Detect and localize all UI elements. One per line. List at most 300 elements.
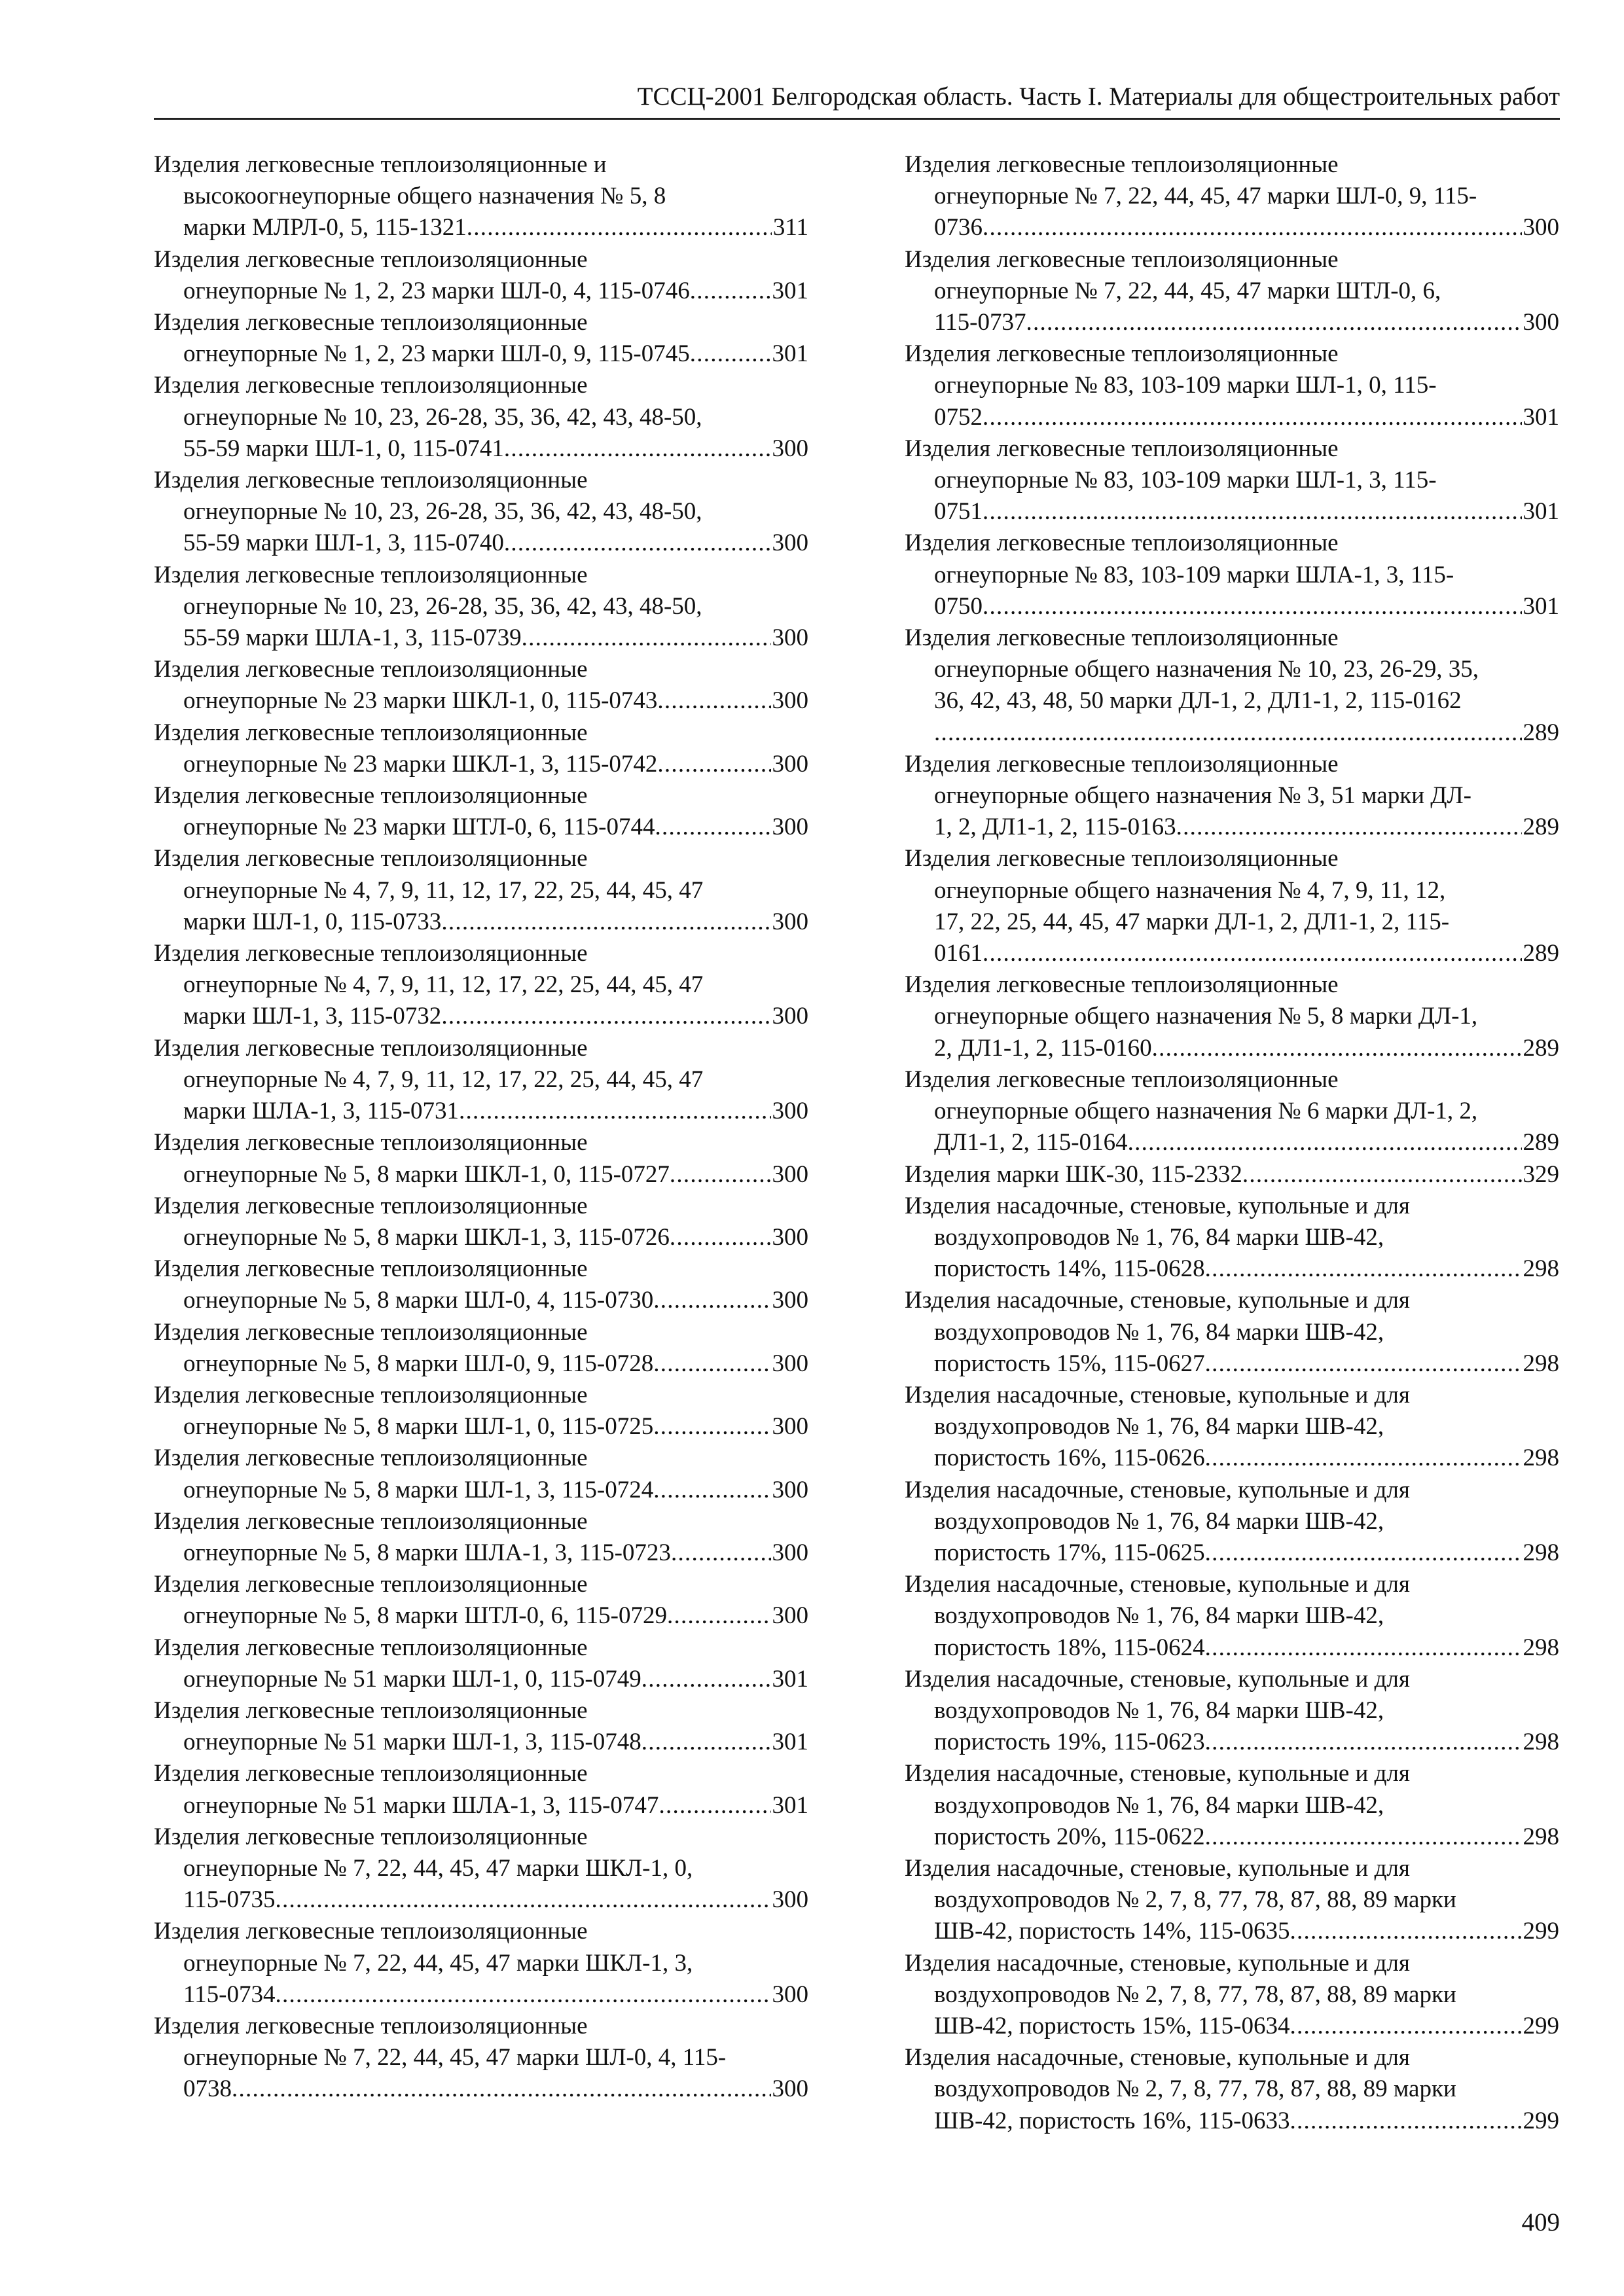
index-entry-text: 0751 <box>934 498 983 526</box>
index-entry-last-line <box>154 433 808 465</box>
index-entry <box>154 938 808 1033</box>
index-entry <box>154 717 808 780</box>
index-entry-text: Изделия легковесные теплоизоляционные <box>154 245 588 273</box>
index-entry-page: 300 <box>772 1350 808 1377</box>
index-entry-text: воздухопроводов № 1, 76, 84 марки ШВ-42, <box>934 1791 1384 1819</box>
index-entry <box>905 1475 1559 1570</box>
dot-leader <box>655 812 770 843</box>
index-entry-page: 300 <box>772 2075 808 2103</box>
index-entry-last-line <box>154 1475 808 1506</box>
index-entry-page: 300 <box>772 814 808 841</box>
index-entry-text: марки ШЛ-1, 0, 115-0733 <box>183 908 442 935</box>
index-entry-text: Изделия легковесные теплоизоляционные <box>154 1823 588 1850</box>
index-entry-text: огнеупорные № 4, 7, 9, 11, 12, 17, 22, 25, 44, 45, 47 <box>183 1066 704 1093</box>
index-entry-last-line <box>154 1727 808 1758</box>
index-entry-text: 55-59 марки ШЛА-1, 3, 115-0739 <box>183 624 522 652</box>
index-entry-text: Изделия легковесные теплоизоляционные <box>905 1066 1339 1093</box>
index-entry-text: Изделия легковесные теплоизоляционные <box>905 971 1339 999</box>
index-entry <box>905 749 1559 844</box>
index-entry <box>154 2011 808 2106</box>
dot-leader <box>275 1884 770 1916</box>
index-entry <box>905 1948 1559 2043</box>
index-entry-last-line <box>905 2011 1559 2042</box>
index-entry-page: 301 <box>772 1791 808 1819</box>
index-entry-text: огнеупорные № 1, 2, 23 марки ШЛ-0, 4, 115-0746 <box>183 277 690 304</box>
index-entry-text: Изделия легковесные теплоизоляционные <box>905 151 1339 178</box>
dot-leader <box>671 1537 771 1569</box>
index-entry-text: огнеупорные общего назначения № 5, 8 марки ДЛ-1, <box>934 1003 1478 1030</box>
index-entry <box>154 1916 808 2011</box>
index-entry <box>905 1285 1559 1380</box>
index-entry-text: Изделия легковесные теплоизоляционные <box>154 1444 588 1472</box>
index-entry-page: 289 <box>1523 1034 1559 1062</box>
index-entry-last-line <box>154 1411 808 1443</box>
index-entry-page: 298 <box>1523 1729 1559 1756</box>
index-entry-text: огнеупорные № 51 марки ШЛ-1, 3, 115-0748 <box>183 1729 641 1756</box>
dot-leader <box>1026 307 1521 338</box>
index-entry-text: Изделия легковесные теплоизоляционные <box>154 1192 588 1219</box>
dot-leader <box>653 1475 770 1506</box>
index-entry-last-line <box>154 1159 808 1191</box>
index-entry-text: воздухопроводов № 1, 76, 84 марки ШВ-42, <box>934 1696 1384 1724</box>
index-entry-text: огнеупорные № 5, 8 марки ШКЛ-1, 0, 115-0727 <box>183 1160 670 1188</box>
index-entry-text: Изделия легковесные теплоизоляционные <box>154 1507 588 1535</box>
index-entry-text: Изделия насадочные, стеновые, купольные и для <box>905 1665 1410 1693</box>
index-entry-last-line <box>154 812 808 843</box>
index-entry <box>154 843 808 938</box>
index-entry-page: 300 <box>772 908 808 935</box>
index-entry-text: Изделия легковесные теплоизоляционные <box>154 1760 588 1787</box>
index-entry-page: 289 <box>1523 814 1559 841</box>
index-entry-last-line <box>154 276 808 307</box>
dot-leader <box>653 1348 770 1380</box>
dot-leader <box>1176 812 1522 843</box>
index-entry-text: огнеупорные № 23 марки ШКЛ-1, 0, 115-0743 <box>183 687 658 715</box>
index-entry <box>154 1127 808 1190</box>
index-entry <box>905 1064 1559 1159</box>
dot-leader <box>983 591 1522 622</box>
index-entry-text: Изделия легковесные теплоизоляционные <box>154 1318 588 1346</box>
index-entry-page: 300 <box>772 1886 808 1914</box>
dot-leader <box>657 749 770 780</box>
index-entry-last-line <box>905 402 1559 433</box>
index-entry-text: 36, 42, 43, 48, 50 марки ДЛ-1, 2, ДЛ1-1, 2, 115-0162 <box>934 687 1462 715</box>
index-entry-page: 289 <box>1523 1129 1559 1157</box>
index-entry-last-line <box>905 591 1559 622</box>
index-entry-page: 301 <box>1523 592 1559 620</box>
index-entry-page: 300 <box>772 1602 808 1630</box>
index-entry-text: огнеупорные № 23 марки ШТЛ-0, 6, 115-0744 <box>183 814 655 841</box>
index-entry-text: воздухопроводов № 1, 76, 84 марки ШВ-42, <box>934 1223 1384 1251</box>
index-entry-text: огнеупорные № 51 марки ШЛ-1, 0, 115-0749 <box>183 1665 641 1693</box>
index-entry-text: воздухопроводов № 1, 76, 84 марки ШВ-42, <box>934 1318 1384 1346</box>
index-entry-last-line <box>154 685 808 717</box>
index-entry-text: Изделия легковесные теплоизоляционные <box>154 1034 588 1062</box>
index-entry-last-line <box>154 1001 808 1032</box>
index-entry-text: Изделия легковесные теплоизоляционные <box>154 782 588 810</box>
index-entry <box>154 1033 808 1128</box>
index-entry-page: 298 <box>1523 1255 1559 1283</box>
index-entry <box>905 622 1559 749</box>
index-entry-text: Изделия насадочные, стеновые, купольные и для <box>905 1287 1410 1314</box>
dot-leader <box>670 1159 771 1191</box>
index-entry-page: 300 <box>772 1223 808 1251</box>
index-entry-text: Изделия легковесные теплоизоляционные и <box>154 151 607 178</box>
index-entry-last-line <box>905 1632 1559 1664</box>
dot-leader <box>232 2073 771 2105</box>
index-entry-text: Изделия легковесные теплоизоляционные <box>154 561 588 588</box>
index-entry-text: Изделия легковесные теплоизоляционные <box>154 656 588 683</box>
index-entry-last-line <box>154 212 808 243</box>
dot-leader <box>983 938 1522 969</box>
dot-leader <box>1242 1159 1522 1191</box>
index-entry-text: Изделия насадочные, стеновые, купольные и для <box>905 1381 1410 1408</box>
dot-leader <box>641 1664 771 1695</box>
index-entry-text: Изделия насадочные, стеновые, купольные и для <box>905 1854 1410 1882</box>
index-entry-text: Изделия легковесные теплоизоляционные <box>905 340 1339 368</box>
index-entry-text: Изделия легковесные теплоизоляционные <box>154 1918 588 1945</box>
dot-leader <box>459 1096 770 1127</box>
index-entry-text: Изделия марки ШК-30, 115-2332 <box>905 1160 1242 1188</box>
index-entry-text: огнеупорные № 5, 8 марки ШКЛ-1, 3, 115-0726 <box>183 1223 670 1251</box>
dot-leader <box>657 685 770 717</box>
index-entry-text: 0750 <box>934 592 983 620</box>
index-entry-page: 299 <box>1523 1918 1559 1945</box>
index-entry-page: 301 <box>1523 403 1559 431</box>
index-entry <box>154 1632 808 1695</box>
index-entry-text: пористость 15%, 115-0627 <box>934 1350 1205 1377</box>
index-entry-text: пористость 19%, 115-0623 <box>934 1729 1205 1756</box>
index-entry <box>154 1695 808 1758</box>
index-entry-text: 115-0737 <box>934 309 1026 336</box>
index-entry-text: огнеупорные № 5, 8 марки ШЛ-1, 3, 115-0724 <box>183 1476 654 1503</box>
index-entry-text: Изделия легковесные теплоизоляционные <box>154 719 588 746</box>
index-entry-page: 300 <box>772 1160 808 1188</box>
dot-leader <box>667 1600 771 1632</box>
index-entry-text: 1, 2, ДЛ1-1, 2, 115-0163 <box>934 814 1176 841</box>
index-entry-page: 301 <box>1523 498 1559 526</box>
dot-leader <box>983 496 1522 528</box>
index-entry <box>154 465 808 560</box>
index-entry-text: Изделия легковесные теплоизоляционные <box>154 1255 588 1283</box>
index-entry-page: 300 <box>772 624 808 652</box>
index-entry-text: огнеупорные общего назначения № 10, 23, 26-29, 35, <box>934 656 1479 683</box>
index-entry-text: воздухопроводов № 1, 76, 84 марки ШВ-42, <box>934 1507 1384 1535</box>
index-entry-text: воздухопроводов № 2, 7, 8, 77, 78, 87, 88, 89 марки <box>934 1886 1456 1914</box>
index-entry-last-line <box>905 1727 1559 1758</box>
index-entry <box>154 1253 808 1316</box>
index-entry <box>905 1191 1559 1285</box>
index-entry-last-line <box>154 622 808 654</box>
dot-leader <box>441 1001 770 1032</box>
index-entry-last-line <box>154 1096 808 1127</box>
dot-leader <box>690 276 771 307</box>
index-entry-page: 298 <box>1523 1444 1559 1472</box>
index-entry-page: 289 <box>1523 940 1559 967</box>
index-entry-text: огнеупорные общего назначения № 4, 7, 9, 11, 12, <box>934 876 1446 904</box>
index-column-left <box>154 149 808 2106</box>
index-entry-last-line <box>905 1253 1559 1285</box>
dot-leader <box>1290 2106 1521 2137</box>
index-entry <box>905 1664 1559 1759</box>
index-entry-page: 300 <box>772 1413 808 1441</box>
index-entry-text: Изделия насадочные, стеновые, купольные и для <box>905 1476 1410 1503</box>
index-entry-text: Изделия легковесные теплоизоляционные <box>905 245 1339 273</box>
index-entry-text: пористость 16%, 115-0626 <box>934 1444 1205 1472</box>
dot-leader <box>522 622 771 654</box>
index-entry-text: огнеупорные № 1, 2, 23 марки ШЛ-0, 9, 115-0745 <box>183 340 690 368</box>
index-entry <box>905 1853 1559 1948</box>
index-entry-last-line <box>154 749 808 780</box>
index-entry-text: пористость 20%, 115-0622 <box>934 1823 1205 1850</box>
index-entry-text: огнеупорные № 5, 8 марки ШТЛ-0, 6, 115-0729 <box>183 1602 667 1630</box>
index-entry-text: Изделия легковесные теплоизоляционные <box>154 1571 588 1598</box>
index-entry-last-line <box>154 338 808 370</box>
index-entry-last-line <box>154 1600 808 1632</box>
index-entry-text: воздухопроводов № 1, 76, 84 марки ШВ-42, <box>934 1602 1384 1630</box>
index-entry-last-line <box>905 938 1559 969</box>
index-entry <box>905 843 1559 969</box>
index-entry-last-line <box>905 1159 1559 1191</box>
index-entry-last-line <box>154 1222 808 1253</box>
index-entry-last-line <box>905 1537 1559 1569</box>
index-entry-text: огнеупорные № 5, 8 марки ШЛА-1, 3, 115-0723 <box>183 1539 671 1566</box>
index-entry-text: 55-59 марки ШЛ-1, 0, 115-0741 <box>183 435 504 462</box>
index-entry-text: огнеупорные № 10, 23, 26-28, 35, 36, 42, 43, 48-50, <box>183 592 702 620</box>
index-entry <box>905 338 1559 433</box>
index-entry-text: 0738 <box>183 2075 232 2103</box>
dot-leader <box>275 1979 770 2011</box>
index-entry <box>154 244 808 307</box>
index-entry <box>905 433 1559 528</box>
index-entry <box>154 307 808 370</box>
index-entry-last-line <box>905 1916 1559 1947</box>
index-entry-text: Изделия легковесные теплоизоляционные <box>154 309 588 336</box>
index-entry-last-line <box>154 1285 808 1316</box>
dot-leader <box>1205 1348 1522 1380</box>
index-entry-last-line <box>905 212 1559 243</box>
index-entry-last-line <box>905 496 1559 528</box>
index-column-right <box>905 149 1559 2137</box>
dot-leader <box>659 1790 770 1821</box>
index-entry <box>905 969 1559 1064</box>
index-entry-page: 301 <box>772 1665 808 1693</box>
dot-leader <box>504 528 771 559</box>
index-entry-text: 115-0734 <box>183 1981 276 2008</box>
index-entry <box>154 780 808 843</box>
index-entry-text: огнеупорные № 10, 23, 26-28, 35, 36, 42, 43, 48-50, <box>183 498 702 526</box>
dot-leader <box>1205 1727 1522 1758</box>
dot-leader <box>1205 1443 1522 1474</box>
index-entry-text: ШВ-42, пористость 16%, 115-0633 <box>934 2107 1290 2134</box>
index-entry-text: Изделия легковесные теплоизоляционные <box>154 372 588 399</box>
dot-leader <box>441 906 770 938</box>
index-entry-last-line <box>154 1664 808 1695</box>
index-entry-text: Изделия насадочные, стеновые, купольные и для <box>905 1192 1410 1219</box>
index-entry <box>905 1159 1559 1191</box>
index-entry <box>154 1821 808 1916</box>
index-entry-last-line <box>905 307 1559 338</box>
index-entry-page: 300 <box>772 529 808 557</box>
index-entry-page: 298 <box>1523 1634 1559 1661</box>
index-entry-text: марки МЛРЛ-0, 5, 115-1321 <box>183 214 467 242</box>
index-entry-text: огнеупорные № 83, 103-109 марки ШЛ-1, 0, 115- <box>934 372 1437 399</box>
dot-leader <box>690 338 771 370</box>
page-number: 409 <box>1521 2208 1560 2236</box>
index-entry-text: огнеупорные № 4, 7, 9, 11, 12, 17, 22, 25, 44, 45, 47 <box>183 971 704 999</box>
index-entry-text: 0752 <box>934 403 983 431</box>
index-entry <box>154 1506 808 1569</box>
index-entry-text: Изделия легковесные теплоизоляционные <box>154 467 588 494</box>
index-entry-last-line <box>154 528 808 559</box>
index-entry-text: 0161 <box>934 940 983 967</box>
index-entry-text: Изделия легковесные теплоизоляционные <box>154 845 588 872</box>
index-entry <box>905 2042 1559 2137</box>
index-entry-text: огнеупорные № 83, 103-109 марки ШЛА-1, 3, 115- <box>934 561 1454 588</box>
index-entry-text: воздухопроводов № 2, 7, 8, 77, 78, 87, 88, 89 марки <box>934 2075 1456 2103</box>
index-entry-page: 329 <box>1523 1160 1559 1188</box>
index-entry-last-line <box>154 1884 808 1916</box>
index-entry-page: 300 <box>772 750 808 778</box>
index-entry-text: огнеупорные № 7, 22, 44, 45, 47 марки ШКЛ-1, 0, <box>183 1854 693 1882</box>
index-entry-text: марки ШЛ-1, 3, 115-0732 <box>183 1003 442 1030</box>
index-entry-text: Изделия легковесные теплоизоляционные <box>154 2012 588 2039</box>
index-entry <box>905 149 1559 244</box>
index-entry-page: 298 <box>1523 1823 1559 1850</box>
index-entry-last-line <box>154 1790 808 1821</box>
index-entry-text: 2, ДЛ1-1, 2, 115-0160 <box>934 1034 1152 1062</box>
index-entry-last-line <box>905 2106 1559 2137</box>
index-entry-text: Изделия легковесные теплоизоляционные <box>154 1696 588 1724</box>
index-entry-text: пористость 17%, 115-0625 <box>934 1539 1205 1566</box>
index-entry <box>154 1380 808 1443</box>
index-entry-page: 300 <box>772 1098 808 1125</box>
index-entry-page: 300 <box>772 687 808 715</box>
index-entry <box>905 1758 1559 1853</box>
dot-leader <box>1290 2011 1521 2042</box>
index-entry-text: огнеупорные № 51 марки ШЛА-1, 3, 115-0747 <box>183 1791 659 1819</box>
index-entry <box>154 560 808 655</box>
index-entry-page: 301 <box>772 277 808 304</box>
dot-leader <box>1205 1537 1522 1569</box>
dot-leader <box>934 717 1522 749</box>
index-entry <box>154 654 808 717</box>
index-entry-text: 17, 22, 25, 44, 45, 47 марки ДЛ-1, 2, ДЛ1-1, 2, 115- <box>934 908 1450 935</box>
dot-leader <box>983 402 1522 433</box>
index-entry-page: 299 <box>1523 2012 1559 2039</box>
index-entry-page: 311 <box>772 214 808 242</box>
index-entry-text: воздухопроводов № 2, 7, 8, 77, 78, 87, 88, 89 марки <box>934 1981 1456 2008</box>
dot-leader <box>1205 1821 1522 1853</box>
index-entry-text: Изделия легковесные теплоизоляционные <box>905 529 1339 557</box>
index-entry-page: 300 <box>1523 214 1559 242</box>
dot-leader <box>653 1411 770 1443</box>
index-entry-last-line <box>905 1348 1559 1380</box>
dot-leader <box>1152 1033 1522 1064</box>
dot-leader <box>1205 1253 1522 1285</box>
index-entry-text: Изделия легковесные теплоизоляционные <box>154 1129 588 1157</box>
index-entry-text: ШВ-42, пористость 14%, 115-0635 <box>934 1918 1290 1945</box>
index-entry <box>154 370 808 465</box>
index-entry-text: Изделия легковесные теплоизоляционные <box>154 1634 588 1661</box>
index-entry-text: огнеупорные № 7, 22, 44, 45, 47 марки ШЛ-0, 9, 115- <box>934 183 1477 210</box>
index-entry <box>905 244 1559 339</box>
index-entry-page: 300 <box>772 435 808 462</box>
index-entry-page: 301 <box>772 1729 808 1756</box>
index-entry-text: пористость 18%, 115-0624 <box>934 1634 1205 1661</box>
index-entry-page: 300 <box>772 1539 808 1566</box>
index-entry-page: 300 <box>1523 309 1559 336</box>
dot-leader <box>653 1285 770 1316</box>
index-entry-text: огнеупорные общего назначения № 3, 51 марки ДЛ- <box>934 782 1471 810</box>
index-entry <box>154 1317 808 1380</box>
index-entry-text: огнеупорные № 5, 8 марки ШЛ-1, 0, 115-0725 <box>183 1413 654 1441</box>
index-entry-last-line <box>905 1821 1559 1853</box>
dot-leader <box>670 1222 771 1253</box>
index-entry <box>905 528 1559 622</box>
header-rule <box>154 118 1560 120</box>
index-entry-page: 300 <box>772 1981 808 2008</box>
index-entry <box>154 1191 808 1253</box>
index-entry-text: Изделия насадочные, стеновые, купольные и для <box>905 1949 1410 1977</box>
index-entry-text: Изделия насадочные, стеновые, купольные и для <box>905 2044 1410 2072</box>
index-entry <box>905 1380 1559 1475</box>
index-entry-text: ШВ-42, пористость 15%, 115-0634 <box>934 2012 1290 2039</box>
dot-leader <box>983 212 1522 243</box>
index-entry-text: 0736 <box>934 214 983 242</box>
index-entry-page: 300 <box>772 1003 808 1030</box>
index-entry <box>154 1443 808 1505</box>
index-entry-text: пористость 14%, 115-0628 <box>934 1255 1205 1283</box>
index-entry-last-line <box>905 1443 1559 1474</box>
index-entry-text: воздухопроводов № 1, 76, 84 марки ШВ-42, <box>934 1413 1384 1441</box>
index-entry-text: ДЛ1-1, 2, 115-0164 <box>934 1129 1128 1157</box>
index-entry-last-line <box>154 1537 808 1569</box>
dot-leader <box>1128 1127 1522 1158</box>
index-entry-text: Изделия легковесные теплоизоляционные <box>905 624 1339 652</box>
index-entry <box>905 1569 1559 1664</box>
dot-leader <box>641 1727 771 1758</box>
index-entry-page: 289 <box>1523 719 1559 746</box>
index-entry-text: огнеупорные № 4, 7, 9, 11, 12, 17, 22, 25, 44, 45, 47 <box>183 876 704 904</box>
index-entry-text: огнеупорные № 7, 22, 44, 45, 47 марки ШКЛ-1, 3, <box>183 1949 693 1977</box>
index-entry-text: 115-0735 <box>183 1886 276 1914</box>
index-entry-text: Изделия насадочные, стеновые, купольные и для <box>905 1760 1410 1787</box>
index-entry-last-line <box>154 906 808 938</box>
index-entry <box>154 149 808 244</box>
dot-leader <box>504 433 771 465</box>
index-entry-page: 301 <box>772 340 808 368</box>
index-entry-text: Изделия легковесные теплоизоляционные <box>905 435 1339 462</box>
index-entry <box>154 1569 808 1632</box>
index-entry-page: 300 <box>772 1287 808 1314</box>
index-entry-text: Изделия легковесные теплоизоляционные <box>905 750 1339 778</box>
dot-leader <box>1205 1632 1522 1664</box>
index-entry-text: огнеупорные № 83, 103-109 марки ШЛ-1, 3, 115- <box>934 467 1437 494</box>
index-entry-text: огнеупорные № 7, 22, 44, 45, 47 марки ШТЛ-0, 6, <box>934 277 1441 304</box>
index-entry-text: огнеупорные № 23 марки ШКЛ-1, 3, 115-0742 <box>183 750 658 778</box>
index-entry-text: огнеупорные № 5, 8 марки ШЛ-0, 9, 115-0728 <box>183 1350 654 1377</box>
dot-leader <box>467 212 772 243</box>
index-entry-text: Изделия легковесные теплоизоляционные <box>154 1381 588 1408</box>
index-entry-last-line <box>905 717 1559 749</box>
index-entry-text: Изделия насадочные, стеновые, купольные и для <box>905 1571 1410 1598</box>
index-entry-text: 55-59 марки ШЛ-1, 3, 115-0740 <box>183 529 504 557</box>
index-entry-text: высокоогнеупорные общего назначения № 5, 8 <box>183 183 666 210</box>
index-entry-text: марки ШЛА-1, 3, 115-0731 <box>183 1098 460 1125</box>
dot-leader <box>1290 1916 1521 1947</box>
index-entry-page: 300 <box>772 1476 808 1503</box>
